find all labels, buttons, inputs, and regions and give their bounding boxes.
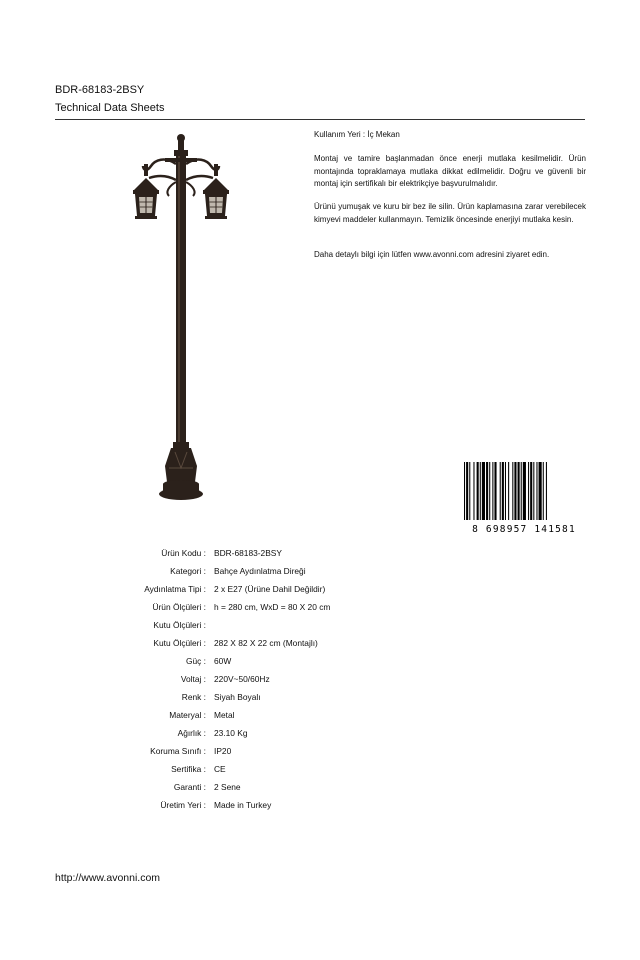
spec-row: [0, 670, 640, 688]
safety-paragraph: Montaj ve tamire başlanmadan önce enerji mutlaka kesilmelidir. Ürün montajında topraklamaya mutlaka dikkat edilmelidir. Doğru ve güvenli bir montaj için sertifikalı bir elektrikçiye başvurulmalıdır.: [314, 154, 586, 188]
cleaning-paragraph: Ürünü yumuşak ve kuru bir bez ile silin. Ürün kaplamasına zarar verebilecek kimyevi maddeler kullanmayın. Temizlik öncesinde enerjiyi mutlaka kesin.: [314, 202, 586, 224]
website-link[interactable]: http://www.avonni.com: [55, 872, 161, 884]
spec-row: [0, 562, 640, 580]
spec-row: [0, 688, 640, 706]
spec-label: Üretim Yeri :: [160, 800, 206, 810]
spec-row: [0, 598, 640, 616]
product-code-heading: BDR-68183-2BSY: [55, 84, 145, 96]
spec-value: 2 x E27 (Ürüne Dahil Değildir): [214, 584, 326, 594]
barcode-image: [462, 462, 586, 534]
spec-value: h = 280 cm, WxD = 80 X 20 cm: [214, 602, 331, 612]
spec-row: [0, 616, 640, 634]
spec-label: Sertifika :: [171, 764, 206, 774]
spec-label: Ürün Kodu :: [161, 548, 206, 558]
spec-label: Ağırlık :: [177, 728, 206, 738]
spec-label: Kategori :: [170, 566, 206, 576]
spec-value: BDR-68183-2BSY: [214, 548, 282, 558]
spec-value: IP20: [214, 746, 232, 756]
spec-row: [0, 724, 640, 742]
spec-value: CE: [214, 764, 226, 774]
spec-label: Renk :: [181, 692, 206, 702]
spec-label: Ürün Ölçüleri :: [152, 602, 206, 612]
lamp-post-image: [125, 130, 237, 508]
spec-row: [0, 652, 640, 670]
spec-row: [0, 544, 640, 562]
document-subtitle: Technical Data Sheets: [55, 102, 165, 114]
spec-value: Siyah Boyalı: [214, 692, 261, 702]
spec-label: Materyal :: [169, 710, 206, 720]
barcode-digits: 8 698957 141581: [472, 524, 576, 534]
spec-table: [0, 544, 640, 814]
spec-row: [0, 796, 640, 814]
more-info-paragraph: Daha detaylı bilgi için lütfen www.avonni.com adresini ziyaret edin.: [314, 250, 550, 259]
spec-row: [0, 760, 640, 778]
spec-value: 282 X 82 X 22 cm (Montajlı): [214, 638, 318, 648]
spec-value: Bahçe Aydınlatma Direği: [214, 566, 306, 576]
spec-label: Kutu Ölçüleri :: [153, 620, 206, 630]
spec-value: 220V~50/60Hz: [214, 674, 270, 684]
spec-row: [0, 778, 640, 796]
spec-value: 23.10 Kg: [214, 728, 248, 738]
spec-value: Made in Turkey: [214, 800, 272, 810]
spec-row: [0, 634, 640, 652]
spec-label: Güç :: [185, 656, 206, 666]
spec-label: Voltaj :: [180, 674, 206, 684]
header-divider: [55, 119, 585, 120]
spec-row: [0, 580, 640, 598]
spec-row: [0, 742, 640, 760]
spec-value: Metal: [214, 710, 235, 720]
spec-row: [0, 706, 640, 724]
usage-location: Kullanım Yeri : İç Mekan: [314, 130, 400, 139]
spec-value: 2 Sene: [214, 782, 241, 792]
spec-label: Kutu Ölçüleri :: [153, 638, 206, 648]
spec-label: Garanti :: [173, 782, 206, 792]
spec-value: 60W: [214, 656, 232, 666]
spec-label: Aydınlatma Tipi :: [144, 584, 206, 594]
spec-label: Koruma Sınıfı :: [150, 746, 206, 756]
